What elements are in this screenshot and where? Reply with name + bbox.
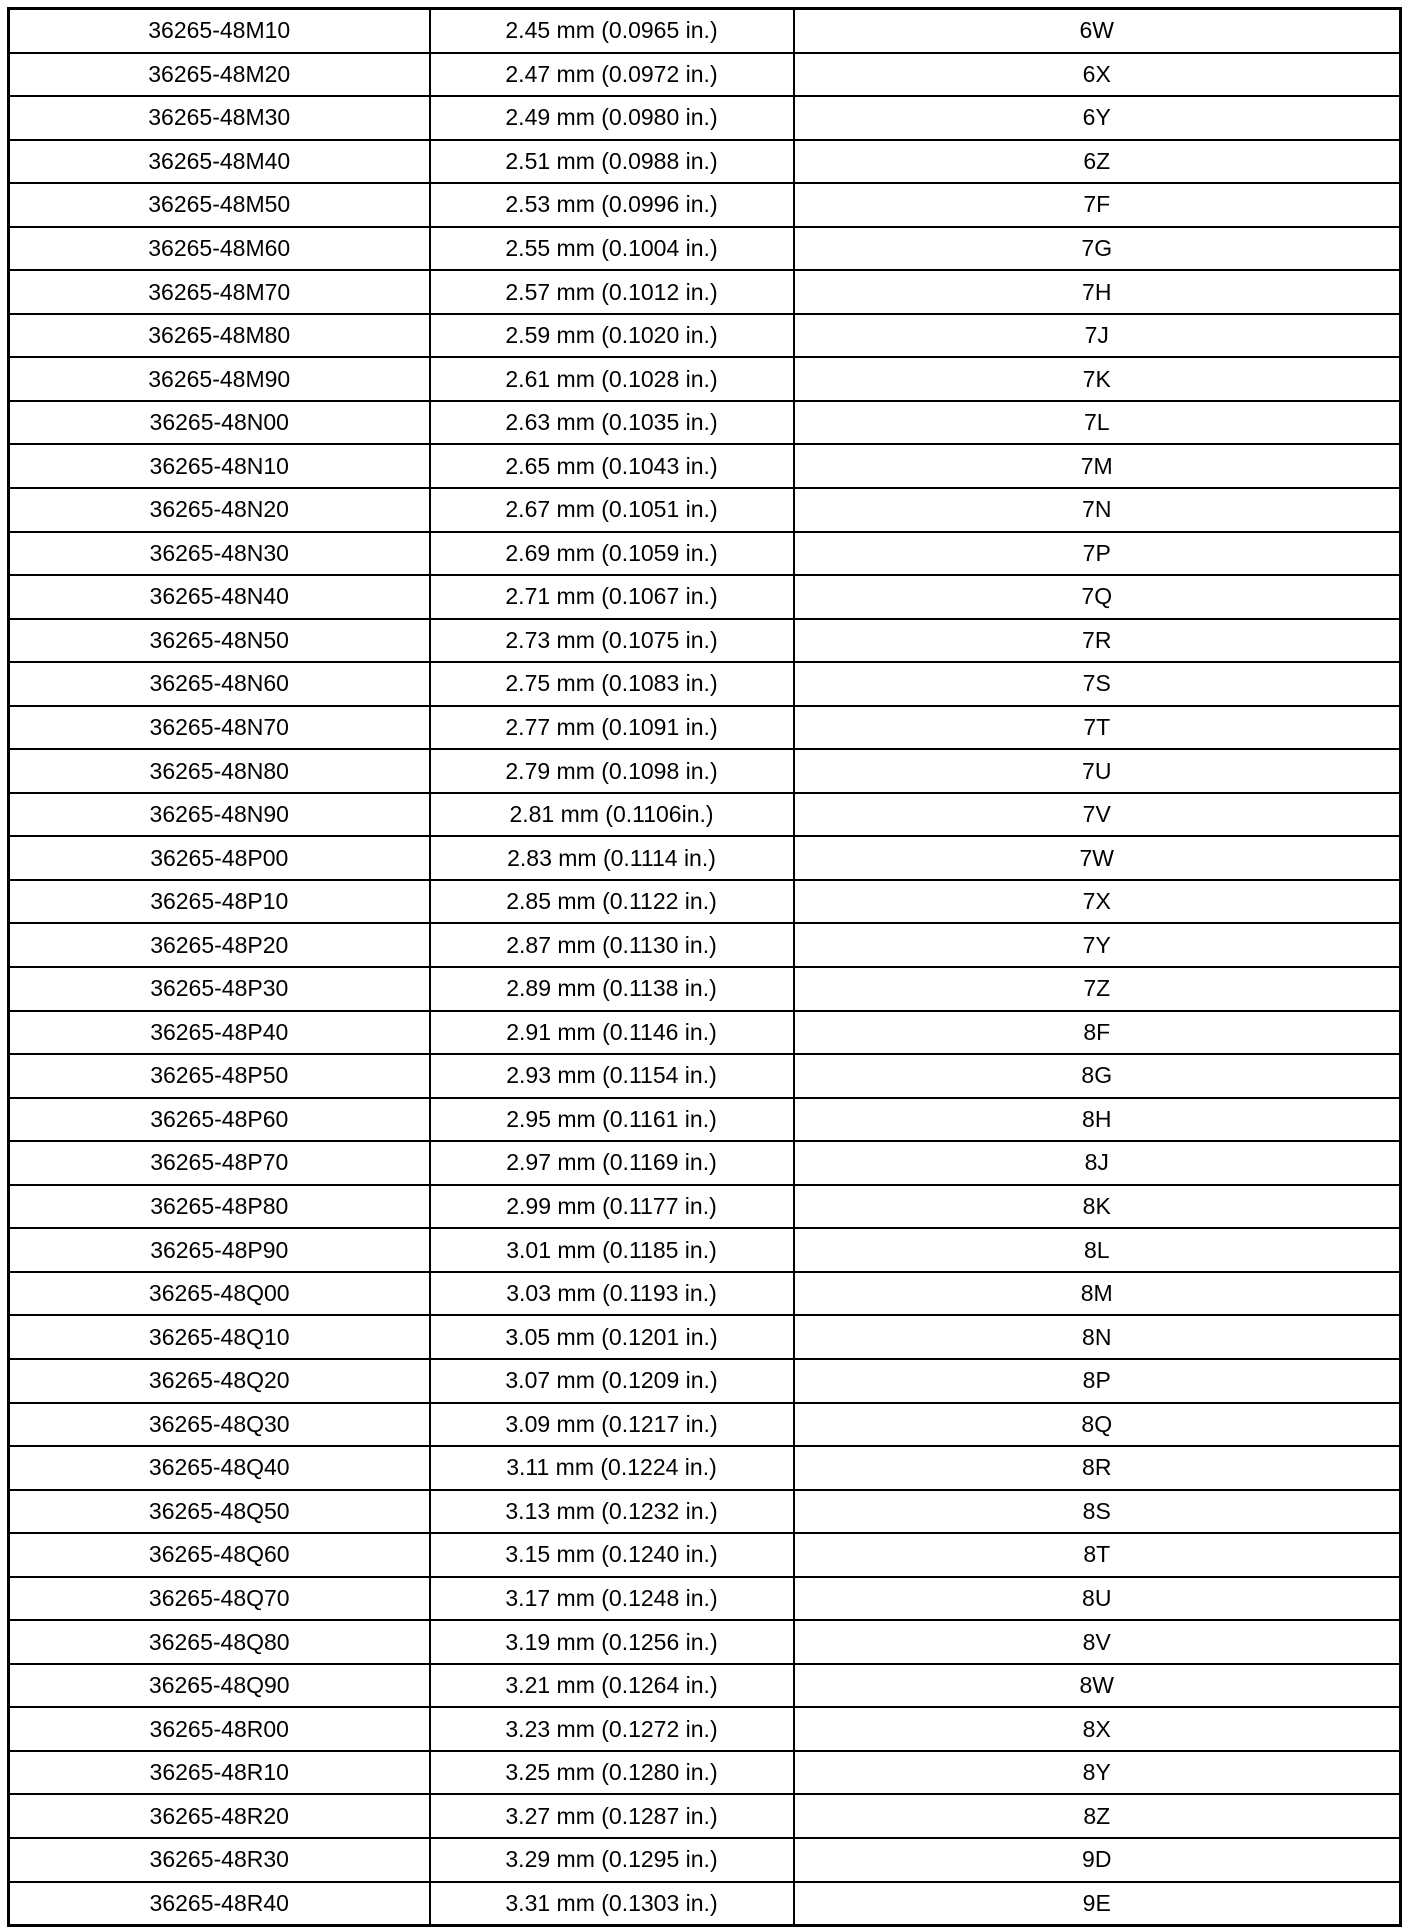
mark-cell: 7J: [794, 314, 1401, 358]
part-number-cell: 36265-48Q10: [9, 1315, 430, 1359]
part-number-cell: 36265-48M30: [9, 96, 430, 140]
thickness-cell: 3.09 mm (0.1217 in.): [430, 1403, 794, 1447]
part-number-cell: 36265-48M40: [9, 140, 430, 184]
mark-cell: 7Z: [794, 967, 1401, 1011]
mark-cell: 7X: [794, 880, 1401, 924]
table-row: [9, 619, 1401, 663]
table-row: [9, 53, 1401, 97]
table-row: [9, 880, 1401, 924]
part-number-cell: 36265-48M70: [9, 270, 430, 314]
thickness-cell: 3.25 mm (0.1280 in.): [430, 1751, 794, 1795]
table-row: [9, 1054, 1401, 1098]
mark-cell: 9D: [794, 1838, 1401, 1882]
thickness-cell: 3.03 mm (0.1193 in.): [430, 1272, 794, 1316]
thickness-cell: 3.05 mm (0.1201 in.): [430, 1315, 794, 1359]
table-row: [9, 1533, 1401, 1577]
mark-cell: 8X: [794, 1707, 1401, 1751]
part-number-cell: 36265-48M50: [9, 183, 430, 227]
part-number-cell: 36265-48P70: [9, 1141, 430, 1185]
mark-cell: 8Y: [794, 1751, 1401, 1795]
mark-cell: 8Q: [794, 1403, 1401, 1447]
thickness-cell: 2.83 mm (0.1114 in.): [430, 836, 794, 880]
thickness-cell: 3.07 mm (0.1209 in.): [430, 1359, 794, 1403]
table-row: [9, 1403, 1401, 1447]
part-number-cell: 36265-48Q80: [9, 1620, 430, 1664]
table-row: [9, 1315, 1401, 1359]
thickness-cell: 2.99 mm (0.1177 in.): [430, 1185, 794, 1229]
table-row: [9, 1011, 1401, 1055]
thickness-cell: 2.73 mm (0.1075 in.): [430, 619, 794, 663]
mark-cell: 6Y: [794, 96, 1401, 140]
thickness-cell: 2.85 mm (0.1122 in.): [430, 880, 794, 924]
part-number-cell: 36265-48P60: [9, 1098, 430, 1142]
part-number-cell: 36265-48R40: [9, 1882, 430, 1926]
table-row: [9, 793, 1401, 837]
table-row: [9, 314, 1401, 358]
mark-cell: 8M: [794, 1272, 1401, 1316]
part-number-cell: 36265-48M20: [9, 53, 430, 97]
thickness-cell: 2.87 mm (0.1130 in.): [430, 923, 794, 967]
part-number-cell: 36265-48M60: [9, 227, 430, 271]
mark-cell: 7K: [794, 357, 1401, 401]
part-number-cell: 36265-48Q30: [9, 1403, 430, 1447]
mark-cell: 8H: [794, 1098, 1401, 1142]
part-number-cell: 36265-48M80: [9, 314, 430, 358]
part-number-cell: 36265-48M90: [9, 357, 430, 401]
mark-cell: 7W: [794, 836, 1401, 880]
part-number-cell: 36265-48N30: [9, 532, 430, 576]
part-number-cell: 36265-48N20: [9, 488, 430, 532]
part-number-cell: 36265-48N90: [9, 793, 430, 837]
mark-cell: 7H: [794, 270, 1401, 314]
table-row: [9, 1272, 1401, 1316]
mark-cell: 7M: [794, 444, 1401, 488]
mark-cell: 7R: [794, 619, 1401, 663]
mark-cell: 8Z: [794, 1794, 1401, 1838]
table-row: [9, 1794, 1401, 1838]
mark-cell: 8V: [794, 1620, 1401, 1664]
mark-cell: 8P: [794, 1359, 1401, 1403]
shim-selection-sheet: [7, 7, 1399, 1927]
mark-cell: 7Q: [794, 575, 1401, 619]
mark-cell: 7U: [794, 749, 1401, 793]
table-row: [9, 357, 1401, 401]
part-number-cell: 36265-48R30: [9, 1838, 430, 1882]
table-row: [9, 1185, 1401, 1229]
part-number-cell: 36265-48Q50: [9, 1490, 430, 1534]
table-row: [9, 1098, 1401, 1142]
table-row: [9, 1577, 1401, 1621]
table-row: [9, 1490, 1401, 1534]
thickness-cell: 2.45 mm (0.0965 in.): [430, 9, 794, 53]
mark-cell: 7L: [794, 401, 1401, 445]
table-row: [9, 1141, 1401, 1185]
thickness-cell: 2.57 mm (0.1012 in.): [430, 270, 794, 314]
thickness-cell: 2.65 mm (0.1043 in.): [430, 444, 794, 488]
part-number-cell: 36265-48P00: [9, 836, 430, 880]
part-number-cell: 36265-48N80: [9, 749, 430, 793]
thickness-cell: 2.53 mm (0.0996 in.): [430, 183, 794, 227]
table-row: [9, 140, 1401, 184]
table-body: [9, 9, 1401, 1926]
thickness-cell: 2.55 mm (0.1004 in.): [430, 227, 794, 271]
mark-cell: 6W: [794, 9, 1401, 53]
thickness-cell: 3.01 mm (0.1185 in.): [430, 1228, 794, 1272]
part-number-cell: 36265-48Q20: [9, 1359, 430, 1403]
part-number-cell: 36265-48Q00: [9, 1272, 430, 1316]
mark-cell: 7V: [794, 793, 1401, 837]
part-number-cell: 36265-48P80: [9, 1185, 430, 1229]
thickness-cell: 3.23 mm (0.1272 in.): [430, 1707, 794, 1751]
mark-cell: 8J: [794, 1141, 1401, 1185]
mark-cell: 7G: [794, 227, 1401, 271]
mark-cell: 8L: [794, 1228, 1401, 1272]
part-number-cell: 36265-48M10: [9, 9, 430, 53]
part-number-cell: 36265-48N70: [9, 706, 430, 750]
part-number-cell: 36265-48R20: [9, 1794, 430, 1838]
table-row: [9, 1707, 1401, 1751]
thickness-cell: 2.79 mm (0.1098 in.): [430, 749, 794, 793]
table-row: [9, 575, 1401, 619]
thickness-cell: 2.91 mm (0.1146 in.): [430, 1011, 794, 1055]
mark-cell: 8U: [794, 1577, 1401, 1621]
thickness-cell: 3.31 mm (0.1303 in.): [430, 1882, 794, 1926]
thickness-cell: 3.29 mm (0.1295 in.): [430, 1838, 794, 1882]
mark-cell: 8W: [794, 1664, 1401, 1708]
thickness-cell: 3.17 mm (0.1248 in.): [430, 1577, 794, 1621]
mark-cell: 8R: [794, 1446, 1401, 1490]
part-number-cell: 36265-48P20: [9, 923, 430, 967]
thickness-cell: 2.47 mm (0.0972 in.): [430, 53, 794, 97]
mark-cell: 8T: [794, 1533, 1401, 1577]
thickness-cell: 2.81 mm (0.1106in.): [430, 793, 794, 837]
table-row: [9, 532, 1401, 576]
mark-cell: 7F: [794, 183, 1401, 227]
part-number-cell: 36265-48N50: [9, 619, 430, 663]
mark-cell: 8K: [794, 1185, 1401, 1229]
part-number-cell: 36265-48N10: [9, 444, 430, 488]
mark-cell: 9E: [794, 1882, 1401, 1926]
table-row: [9, 1359, 1401, 1403]
table-row: [9, 183, 1401, 227]
part-number-cell: 36265-48N00: [9, 401, 430, 445]
table-row: [9, 706, 1401, 750]
thickness-cell: 2.67 mm (0.1051 in.): [430, 488, 794, 532]
table-row: [9, 923, 1401, 967]
table-row: [9, 836, 1401, 880]
table-row: [9, 96, 1401, 140]
table-row: [9, 9, 1401, 53]
thickness-cell: 3.21 mm (0.1264 in.): [430, 1664, 794, 1708]
thickness-cell: 2.97 mm (0.1169 in.): [430, 1141, 794, 1185]
mark-cell: 7P: [794, 532, 1401, 576]
table-row: [9, 488, 1401, 532]
table-row: [9, 749, 1401, 793]
part-number-cell: 36265-48P40: [9, 1011, 430, 1055]
thickness-cell: 2.71 mm (0.1067 in.): [430, 575, 794, 619]
mark-cell: 7T: [794, 706, 1401, 750]
thickness-cell: 2.95 mm (0.1161 in.): [430, 1098, 794, 1142]
shim-part-table: [7, 7, 1402, 1927]
part-number-cell: 36265-48Q40: [9, 1446, 430, 1490]
thickness-cell: 2.93 mm (0.1154 in.): [430, 1054, 794, 1098]
mark-cell: 7N: [794, 488, 1401, 532]
mark-cell: 8G: [794, 1054, 1401, 1098]
mark-cell: 6Z: [794, 140, 1401, 184]
table-row: [9, 401, 1401, 445]
part-number-cell: 36265-48Q70: [9, 1577, 430, 1621]
table-row: [9, 967, 1401, 1011]
mark-cell: 8F: [794, 1011, 1401, 1055]
table-row: [9, 1620, 1401, 1664]
part-number-cell: 36265-48P90: [9, 1228, 430, 1272]
part-number-cell: 36265-48N40: [9, 575, 430, 619]
thickness-cell: 2.49 mm (0.0980 in.): [430, 96, 794, 140]
mark-cell: 7S: [794, 662, 1401, 706]
thickness-cell: 3.11 mm (0.1224 in.): [430, 1446, 794, 1490]
part-number-cell: 36265-48N60: [9, 662, 430, 706]
part-number-cell: 36265-48Q60: [9, 1533, 430, 1577]
thickness-cell: 2.51 mm (0.0988 in.): [430, 140, 794, 184]
table-row: [9, 1838, 1401, 1882]
thickness-cell: 2.75 mm (0.1083 in.): [430, 662, 794, 706]
mark-cell: 8N: [794, 1315, 1401, 1359]
part-number-cell: 36265-48R00: [9, 1707, 430, 1751]
thickness-cell: 3.13 mm (0.1232 in.): [430, 1490, 794, 1534]
part-number-cell: 36265-48P10: [9, 880, 430, 924]
table-row: [9, 1228, 1401, 1272]
thickness-cell: 2.69 mm (0.1059 in.): [430, 532, 794, 576]
part-number-cell: 36265-48P30: [9, 967, 430, 1011]
part-number-cell: 36265-48Q90: [9, 1664, 430, 1708]
part-number-cell: 36265-48P50: [9, 1054, 430, 1098]
mark-cell: 8S: [794, 1490, 1401, 1534]
thickness-cell: 2.77 mm (0.1091 in.): [430, 706, 794, 750]
table-row: [9, 270, 1401, 314]
thickness-cell: 3.15 mm (0.1240 in.): [430, 1533, 794, 1577]
table-row: [9, 1664, 1401, 1708]
table-row: [9, 1446, 1401, 1490]
thickness-cell: 2.61 mm (0.1028 in.): [430, 357, 794, 401]
table-row: [9, 662, 1401, 706]
table-row: [9, 1751, 1401, 1795]
thickness-cell: 3.19 mm (0.1256 in.): [430, 1620, 794, 1664]
thickness-cell: 2.59 mm (0.1020 in.): [430, 314, 794, 358]
table-row: [9, 444, 1401, 488]
table-row: [9, 227, 1401, 271]
mark-cell: 7Y: [794, 923, 1401, 967]
part-number-cell: 36265-48R10: [9, 1751, 430, 1795]
thickness-cell: 2.89 mm (0.1138 in.): [430, 967, 794, 1011]
thickness-cell: 2.63 mm (0.1035 in.): [430, 401, 794, 445]
table-row: [9, 1882, 1401, 1926]
thickness-cell: 3.27 mm (0.1287 in.): [430, 1794, 794, 1838]
mark-cell: 6X: [794, 53, 1401, 97]
